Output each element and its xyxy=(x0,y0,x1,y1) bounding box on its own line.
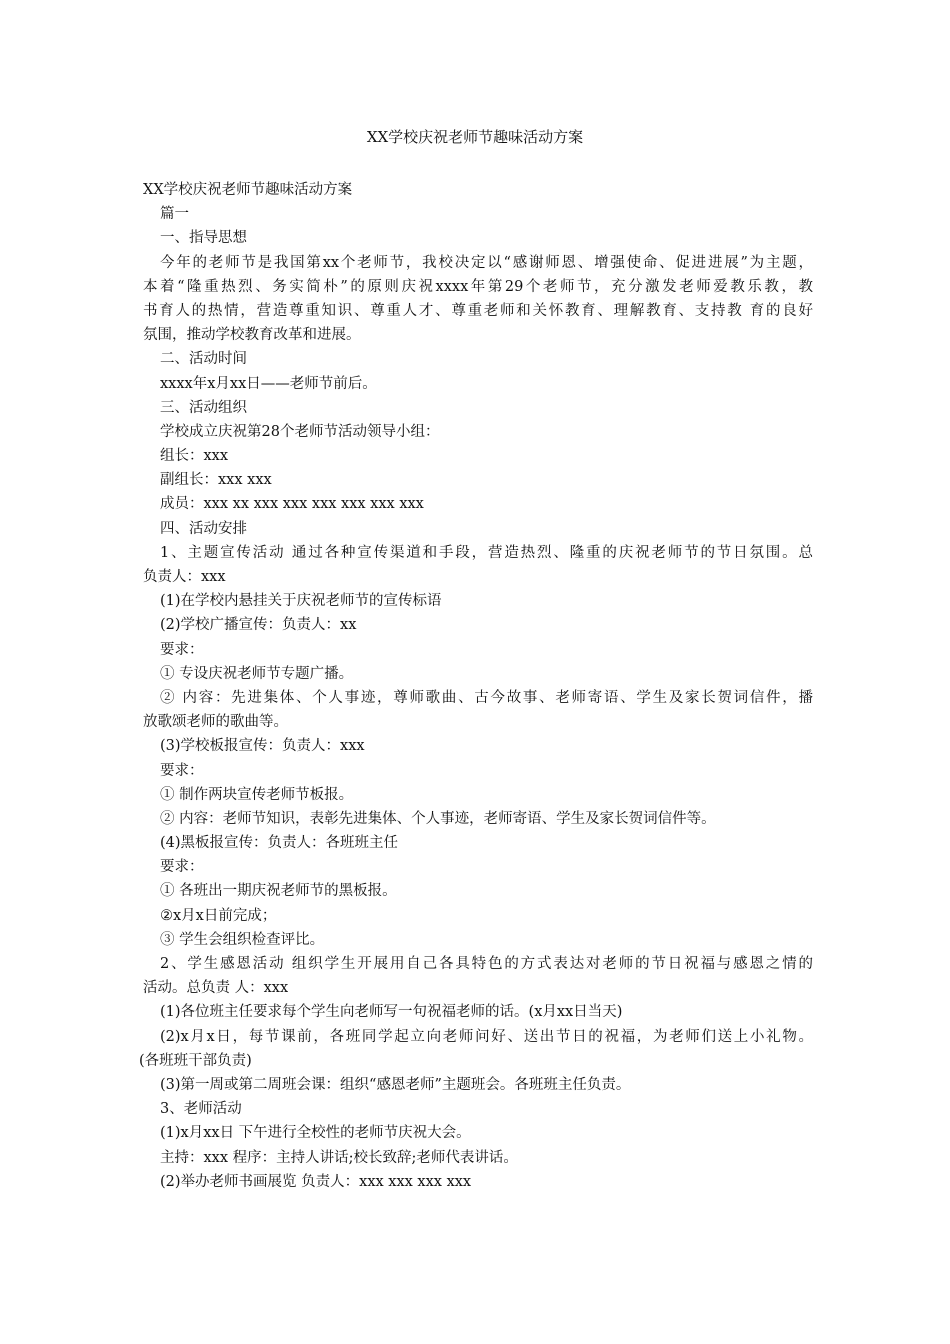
list-item: 副组长：xxx xxx xyxy=(160,472,272,489)
list-item: (1)在学校内悬挂关于庆祝老师节的宣传标语 xyxy=(160,593,442,610)
list-item: ① 制作两块宣传老师节板报。 xyxy=(160,786,354,803)
document-body xyxy=(139,178,813,1194)
requirement-label: 要求： xyxy=(160,762,204,779)
list-item: (2)学校广播宣传：负责人：xx xyxy=(160,617,357,634)
list-item: (2)举办老师书画展览 负责人：xxx xxx xxx xxx xyxy=(160,1173,472,1190)
section-heading: 四、活动安排 xyxy=(160,520,247,537)
list-item: ② 内容：先进集体、个人事迹，尊师歌曲、古今故事、老师寄语、学生及家长贺词信件，播 xyxy=(160,689,813,706)
paragraph-line: 活动。总负责 人：xxx xyxy=(143,980,289,997)
list-item: (2)x月x日，每节课前，各班同学起立向老师问好、送出节日的祝福，为老师们送上小礼物。 xyxy=(160,1028,813,1045)
list-item: ① 各班出一期庆祝老师节的黑板报。 xyxy=(160,883,397,900)
list-item: ② 内容：老师节知识，表彰先进集体、个人事迹，老师寄语、学生及家长贺词信件等。 xyxy=(160,810,716,827)
paragraph-line: 主持：xxx 程序：主持人讲话;校长致辞;老师代表讲话。 xyxy=(160,1149,518,1166)
list-item: 组长：xxx xyxy=(160,448,229,465)
paragraph-line: (各班班干部负责) xyxy=(139,1052,252,1069)
paragraph-line: 1、主题宣传活动 通过各种宣传渠道和手段，营造热烈、隆重的庆祝老师节的节日氛围。总 xyxy=(160,544,813,561)
section-heading: 三、活动组织 xyxy=(160,399,247,416)
paragraph-line: 负责人：xxx xyxy=(143,569,226,585)
list-item: (4)黑板报宣传：负责人：各班班主任 xyxy=(160,835,399,852)
list-item: ③ 学生会组织检查评比。 xyxy=(160,931,325,948)
paragraph-line: 2、学生感恩活动 组织学生开展用自己各具特色的方式表达对老师的节日祝福与感恩之情的 xyxy=(160,956,813,972)
paragraph-line: 放歌颂老师的歌曲等。 xyxy=(143,714,288,731)
paragraph-line: 书育人的热情，营造尊重知识、尊重人才、尊重老师和关怀教育、理解教育、支持教 育的良好 xyxy=(143,302,813,319)
document-title: XX学校庆祝老师节趣味活动方案 xyxy=(366,128,584,146)
paragraph-line: 今年的老师节是我国第xx个老师节，我校决定以“感谢师恩、增强使命、促进进展”为主题， xyxy=(160,254,813,271)
list-item: ②x月x日前完成； xyxy=(160,907,277,924)
section-heading: 3、老师活动 xyxy=(160,1101,242,1118)
paragraph-line: 本着“隆重热烈、务实简朴”的原则庆祝xxxx年第29个老师节，充分激发老师爱教乐教，教 xyxy=(143,278,813,295)
list-item: (3)学校板报宣传：负责人：xxx xyxy=(160,738,365,755)
list-item: (3)第一周或第二周班会课：组织“感恩老师”主题班会。各班班主任负责。 xyxy=(160,1076,631,1093)
body-heading: XX学校庆祝老师节趣味活动方案 xyxy=(143,182,353,198)
list-item: 成员：xxx xx xxx xxx xxx xxx xxx xxx xyxy=(160,496,424,513)
list-item: ① 专设庆祝老师节专题广播。 xyxy=(160,665,354,682)
paragraph-line: xxxx年x月xx日——老师节前后。 xyxy=(160,375,377,392)
paragraph-line: 氛围，推动学校教育改革和进展。 xyxy=(143,327,361,344)
list-item: (1)x月xx日 下午进行全校性的老师节庆祝大会。 xyxy=(160,1125,471,1142)
requirement-label: 要求： xyxy=(160,641,204,658)
section-heading: 一、指导思想 xyxy=(160,230,247,247)
paragraph-line: 学校成立庆祝第28个老师节活动领导小组： xyxy=(160,423,440,440)
list-item: (1)各位班主任要求每个学生向老师写一句祝福老师的话。(x月xx日当天) xyxy=(160,1004,623,1021)
chapter-label: 篇一 xyxy=(160,206,189,223)
section-heading: 二、活动时间 xyxy=(160,351,247,368)
requirement-label: 要求： xyxy=(160,859,204,876)
